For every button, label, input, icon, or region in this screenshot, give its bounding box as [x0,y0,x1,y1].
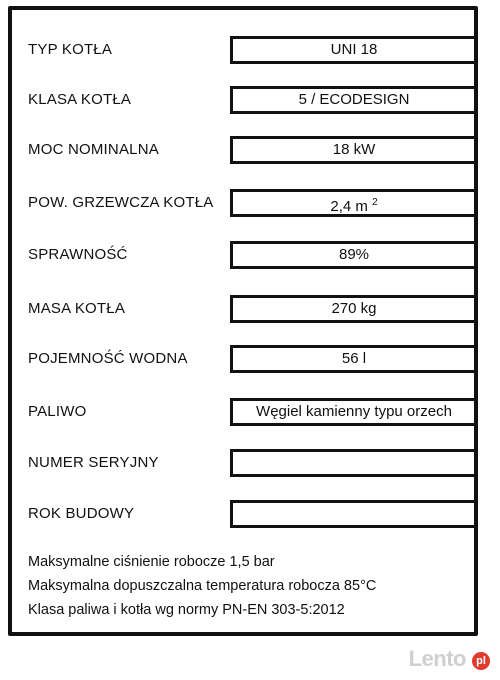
boiler-rating-plate [8,6,478,636]
row-klasa-kotla [12,84,474,116]
row-moc-nominalna [12,134,474,166]
value-klasa-kotla: 5 / ECODESIGN [230,86,478,114]
lento-watermark: Lento [408,646,466,671]
label-numer-seryjny: NUMER SERYJNY [28,454,159,471]
lento-logo-icon: pl [472,652,490,670]
label-sprawnosc: SPRAWNOŚĆ [28,246,128,263]
note-max-temperature: Maksymalna dopuszczalna temperatura robocza 85°C [28,578,377,594]
value-masa-kotla: 270 kg [230,295,478,323]
label-pow-grzewcza: POW. GRZEWCZA KOTŁA [28,194,214,211]
value-numer-seryjny [230,449,478,477]
value-moc-nominalna: 18 kW [230,136,478,164]
row-pojemnosc-wodna [12,343,474,375]
row-sprawnosc [12,239,474,271]
row-typ-kotla [12,34,474,66]
note-max-pressure: Maksymalne ciśnienie robocze 1,5 bar [28,554,275,570]
value-paliwo: Węgiel kamienny typu orzech [230,398,478,426]
value-rok-budowy [230,500,478,528]
row-pow-grzewcza [12,187,474,219]
row-numer-seryjny [12,447,474,479]
label-paliwo: PALIWO [28,403,87,420]
row-rok-budowy [12,498,474,530]
value-pow-grzewcza [230,189,478,217]
label-masa-kotla: MASA KOTŁA [28,300,126,317]
value-pow-grzewcza-text: 2,4 m [330,198,368,215]
label-typ-kotla: TYP KOTŁA [28,41,113,58]
label-pojemnosc-wodna: POJEMNOŚĆ WODNA [28,350,188,367]
label-rok-budowy: ROK BUDOWY [28,505,135,522]
value-pow-grzewcza-sup: 2 [372,197,378,208]
note-fuel-class-standard: Klasa paliwa i kotła wg normy PN-EN 303-5:2012 [28,602,345,618]
label-klasa-kotla: KLASA KOTŁA [28,91,132,108]
row-paliwo [12,396,474,428]
value-sprawnosc: 89% [230,241,478,269]
value-typ-kotla: UNI 18 [230,36,478,64]
value-pojemnosc-wodna: 56 l [230,345,478,373]
notes-block [28,550,376,622]
row-masa-kotla [12,293,474,325]
label-moc-nominalna: MOC NOMINALNA [28,141,159,158]
